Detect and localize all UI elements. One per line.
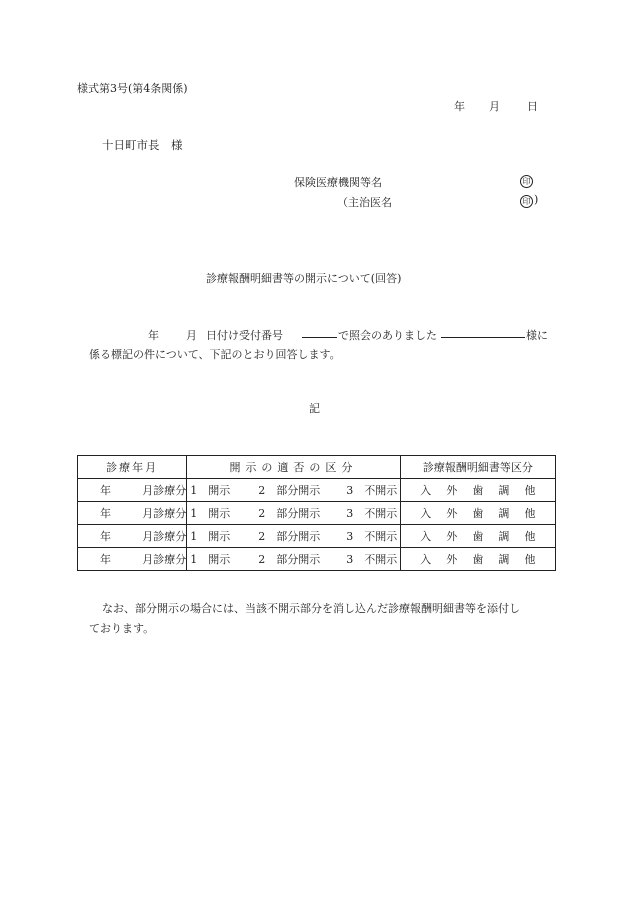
table-header-row (78, 456, 556, 479)
class-outpatient: 外 (446, 484, 458, 497)
option-disclose: 1 開示 (190, 484, 231, 497)
option-partial: 2 部分開示 (258, 507, 321, 520)
date-month: 月 (489, 100, 500, 113)
row-year: 年 (100, 484, 111, 497)
class-inpatient: 入 (420, 530, 432, 543)
class-other: 他 (524, 484, 536, 497)
option-disclose: 1 開示 (190, 553, 231, 566)
body-month: 月 (186, 329, 197, 342)
header-disclosure-category: 開示の適否の区分 (187, 456, 400, 479)
name-blank (441, 325, 525, 338)
row-month: 月診療分 (142, 484, 187, 497)
table-row (78, 548, 556, 571)
body-inquiry: で照会のありました (338, 329, 437, 342)
class-dental: 歯 (472, 507, 484, 520)
body-day-ref: 日付け受付番号 (206, 329, 283, 342)
class-pharmacy: 調 (498, 507, 510, 520)
option-disclose: 1 開示 (190, 507, 231, 520)
class-pharmacy: 調 (498, 484, 510, 497)
option-disclose: 1 開示 (190, 530, 231, 543)
class-pharmacy: 調 (498, 530, 510, 543)
class-inpatient: 入 (420, 484, 432, 497)
row-month: 月診療分 (142, 507, 187, 520)
table-row (78, 479, 556, 502)
class-inpatient: 入 (420, 553, 432, 566)
class-dental: 歯 (472, 530, 484, 543)
note-line1: なお、部分開示の場合には、当該不開示部分を消し込んだ診療報酬明細書等を添付し (102, 602, 520, 615)
row-year: 年 (100, 530, 111, 543)
note-line2: ております。 (89, 622, 155, 635)
form-number: 様式第3号(第4条関係) (77, 82, 188, 95)
option-nondisclose: 3 不開示 (346, 507, 398, 520)
doctor-label: （主治医名 (337, 196, 392, 209)
body-line2: 係る標記の件について、下記のとおり回答します。 (89, 348, 341, 361)
body-sama: 様に (526, 329, 548, 342)
class-outpatient: 外 (446, 553, 458, 566)
class-outpatient: 外 (446, 507, 458, 520)
option-nondisclose: 3 不開示 (346, 530, 398, 543)
row-month: 月診療分 (142, 530, 187, 543)
seal-icon-doctor: 印 (520, 195, 533, 208)
class-dental: 歯 (472, 484, 484, 497)
option-partial: 2 部分開示 (258, 530, 321, 543)
class-outpatient: 外 (446, 530, 458, 543)
body-year: 年 (148, 329, 159, 342)
table-row (78, 502, 556, 525)
header-treatment-month: 診療年月 (78, 456, 187, 479)
addressee: 十日町市長 様 (102, 138, 183, 152)
option-nondisclose: 3 不開示 (346, 553, 398, 566)
document-title: 診療報酬明細書等の開示について(回答) (206, 272, 402, 285)
doctor-close-paren: ) (534, 193, 539, 206)
class-dental: 歯 (472, 553, 484, 566)
class-inpatient: 入 (420, 507, 432, 520)
table-row (78, 525, 556, 548)
option-partial: 2 部分開示 (258, 553, 321, 566)
option-partial: 2 部分開示 (258, 484, 321, 497)
row-month: 月診療分 (142, 553, 187, 566)
receipt-number-blank (302, 325, 337, 338)
class-other: 他 (524, 507, 536, 520)
class-other: 他 (524, 553, 536, 566)
class-pharmacy: 調 (498, 553, 510, 566)
ki-marker: 記 (309, 402, 320, 415)
seal-icon: 印 (520, 175, 533, 188)
class-other: 他 (524, 530, 536, 543)
row-year: 年 (100, 507, 111, 520)
disclosure-table (77, 455, 556, 571)
institution-label: 保険医療機関等名 (294, 176, 382, 189)
date-year: 年 (454, 100, 465, 113)
option-nondisclose: 3 不開示 (346, 484, 398, 497)
header-statement-category: 診療報酬明細書等区分 (400, 456, 555, 479)
date-day: 日 (527, 100, 538, 113)
row-year: 年 (100, 553, 111, 566)
